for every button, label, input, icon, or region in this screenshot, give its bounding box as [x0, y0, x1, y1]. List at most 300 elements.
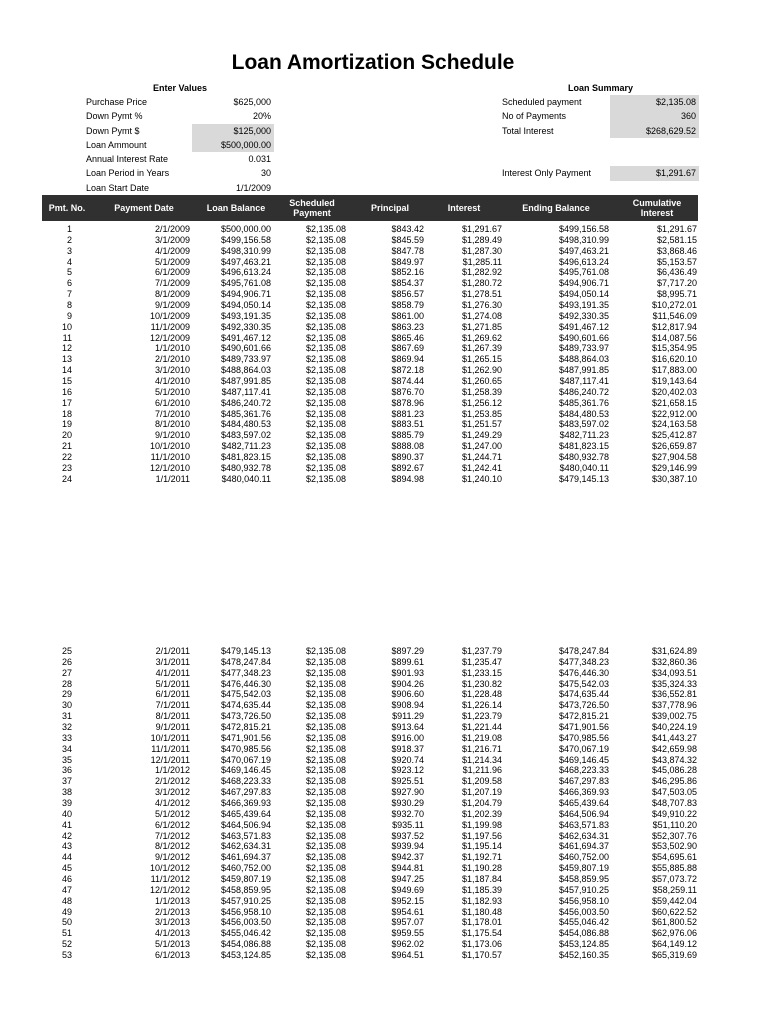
table-cell: $1,233.15 [461, 667, 502, 678]
table-cell: $49,910.22 [651, 808, 697, 819]
table-cell: $847.78 [391, 245, 424, 256]
table-cell: $43,874.32 [651, 754, 697, 765]
table-cell: $46,295.86 [651, 776, 697, 787]
table-cell: $16,620.10 [651, 354, 697, 365]
table-cell: $2,135.08 [305, 841, 346, 852]
table-cell: $2,135.08 [305, 711, 346, 722]
table-cell: $485,361.76 [220, 408, 271, 419]
table-cell: $1,209.58 [461, 776, 502, 787]
table-cell: 14 [61, 365, 72, 376]
table-row [42, 711, 698, 722]
table-cell: $493,191.35 [558, 300, 609, 311]
table-cell: $1,289.49 [461, 234, 502, 245]
table-cell: $1,271.85 [461, 321, 502, 332]
total-interest-row [502, 124, 699, 138]
table-cell: $2,135.08 [305, 678, 346, 689]
col-interest: Interest [447, 203, 481, 213]
col-payment-date: Payment Date [114, 203, 174, 213]
col-principal: Principal [370, 203, 409, 213]
table-cell: $1,247.00 [461, 441, 502, 452]
table-cell: $869.94 [391, 354, 424, 365]
table-cell: 8/1/2012 [154, 841, 190, 852]
table-cell: 30 [61, 700, 72, 711]
field-label: Loan Period in Years [86, 168, 170, 179]
table-cell: $470,067.19 [220, 754, 271, 765]
table-cell: $906.60 [391, 689, 424, 700]
table-cell: $7,717.20 [656, 278, 697, 289]
table-row [42, 398, 698, 409]
table-cell: $45,086.28 [651, 765, 697, 776]
table-cell: $2,135.08 [305, 722, 346, 733]
table-cell: $2,135.08 [305, 928, 346, 939]
table-cell: 6/1/2012 [154, 819, 190, 830]
table-cell: 11/1/2012 [150, 874, 190, 885]
table-cell: $920.74 [391, 754, 424, 765]
table-cell: $932.70 [391, 808, 424, 819]
table-cell: $2,135.08 [305, 874, 346, 885]
table-cell: $1,291.67 [656, 224, 697, 234]
table-cell: 31 [61, 711, 72, 722]
table-cell: $1,285.11 [462, 256, 502, 267]
table-cell: $1,287.30 [461, 245, 502, 256]
table-cell: 4/1/2011 [155, 667, 190, 678]
table-cell: 3/1/2010 [154, 365, 190, 376]
table-cell: $58,259.11 [652, 884, 697, 895]
table-cell: $2,135.08 [305, 234, 346, 245]
table-cell: $2,135.08 [305, 365, 346, 376]
table-cell: 3/1/2011 [155, 656, 190, 667]
table-cell: 46 [61, 874, 72, 885]
table-cell: $2,135.08 [305, 386, 346, 397]
table-row [42, 300, 698, 311]
purchase-price-value[interactable]: $625,000 [233, 97, 271, 107]
table-cell: $962.02 [391, 939, 424, 950]
field-label: Scheduled payment [502, 97, 582, 107]
table-cell: $2,135.08 [305, 808, 346, 819]
loan-amount-value: $500,000.00 [192, 138, 274, 152]
table-cell: 5/1/2012 [154, 808, 190, 819]
table-row [42, 354, 698, 365]
loan-start-date-value[interactable]: 1/1/2009 [235, 182, 271, 193]
table-cell: $1,207.19 [461, 787, 502, 798]
table-cell: $6,436.49 [656, 267, 697, 278]
table-cell: 12/1/2011 [150, 754, 190, 765]
table-cell: $61,800.52 [651, 917, 697, 928]
table-cell: $1,258.39 [461, 386, 502, 397]
table-cell: $22,912.00 [651, 408, 697, 419]
table-row [42, 733, 698, 744]
table-cell: $464,506.94 [558, 808, 609, 819]
table-cell: $849.97 [391, 256, 424, 267]
table-cell: $1,178.01 [461, 917, 502, 928]
table-cell: $471,901.56 [220, 732, 271, 743]
enter-values-heading: Enter Values [152, 83, 208, 93]
table-cell: $1,170.57 [461, 950, 502, 961]
table-row [42, 950, 698, 961]
table-cell: $843.42 [391, 224, 424, 234]
table-cell: $1,204.79 [461, 798, 502, 809]
table-cell: 10/1/2010 [149, 441, 190, 452]
table-cell: $471,901.56 [558, 722, 609, 733]
table-row [42, 798, 698, 809]
table-cell: $51,110.20 [652, 819, 697, 830]
table-cell: 50 [61, 917, 72, 928]
table-cell: 10/1/2011 [150, 732, 190, 743]
table-cell: 9 [66, 310, 72, 321]
table-cell: $2,135.08 [305, 332, 346, 343]
table-cell: $30,387.10 [651, 473, 697, 484]
table-cell: 45 [61, 863, 72, 874]
table-cell: $2,135.08 [305, 917, 346, 928]
table-cell: $2,135.08 [305, 776, 346, 787]
table-cell: $35,324.33 [651, 678, 697, 689]
down-pymt-amt-row [86, 124, 274, 138]
table-cell: $481,823.15 [220, 452, 271, 463]
table-row [42, 863, 698, 874]
table-row [42, 419, 698, 430]
table-cell: 6/1/2013 [154, 950, 190, 961]
table-cell: 5/1/2011 [155, 678, 190, 689]
table-cell: $476,446.30 [558, 667, 609, 678]
table-cell: $2,135.08 [305, 667, 346, 678]
table-cell: $452,160.35 [558, 950, 609, 961]
table-cell: $60,622.52 [651, 906, 697, 917]
table-cell: 9/1/2012 [154, 852, 190, 863]
field-label: Loan Start Date [86, 182, 150, 193]
table-cell: $2,135.08 [305, 819, 346, 830]
table-cell: $457,910.25 [558, 884, 609, 895]
table-cell: 8/1/2009 [154, 289, 190, 300]
table-cell: $491,467.12 [220, 332, 271, 343]
table-cell: $1,262.90 [461, 365, 502, 376]
table-cell: $456,003.50 [558, 906, 609, 917]
table-cell: $2,135.08 [305, 863, 346, 874]
interest-rate-value[interactable]: 0.031 [248, 154, 271, 165]
table-cell: $454,086.88 [220, 939, 271, 950]
table-cell: $1,242.41 [461, 462, 502, 473]
table-cell: $2,135.08 [305, 656, 346, 667]
table-cell: $480,040.11 [559, 462, 609, 473]
table-cell: $1,278.51 [461, 289, 502, 300]
table-cell: 8/1/2011 [155, 711, 190, 722]
schedule-rows-section-1 [42, 224, 698, 485]
table-cell: $14,087.56 [651, 332, 697, 343]
table-row [42, 787, 698, 798]
table-cell: $480,932.78 [220, 462, 271, 473]
table-cell: 6 [66, 278, 72, 289]
table-cell: $949.69 [391, 884, 424, 895]
table-cell: $925.51 [391, 776, 424, 787]
table-cell: $897.29 [391, 646, 424, 656]
table-row [42, 939, 698, 950]
table-cell: $894.98 [391, 473, 424, 484]
table-cell: $845.59 [391, 234, 424, 245]
table-row [42, 452, 698, 463]
table-cell: $456,003.50 [220, 917, 271, 928]
table-cell: $888.08 [391, 441, 424, 452]
table-row [42, 776, 698, 787]
table-row [42, 474, 698, 485]
table-cell: $473,726.50 [558, 700, 609, 711]
table-cell: $492,330.35 [220, 321, 271, 332]
table-cell: 8/1/2010 [154, 419, 190, 430]
table-cell: $52,307.76 [651, 830, 697, 841]
interest-only-payment-value: $1,291.67 [610, 166, 699, 180]
table-cell: 10/1/2009 [149, 310, 190, 321]
table-cell: 12/1/2010 [149, 462, 190, 473]
table-cell: $858.79 [391, 300, 424, 311]
table-cell: $48,707.83 [651, 798, 697, 809]
table-cell: $458,859.95 [558, 874, 609, 885]
table-cell: $957.07 [391, 917, 424, 928]
table-cell: 35 [61, 754, 72, 765]
table-cell: $1,219.08 [461, 732, 502, 743]
table-cell: $2,135.08 [305, 441, 346, 452]
table-cell: $475,542.03 [558, 678, 609, 689]
table-cell: $2,135.08 [305, 473, 346, 484]
table-cell: $1,180.48 [461, 906, 502, 917]
table-row [42, 679, 698, 690]
col-scheduled-payment: Scheduled Payment [289, 198, 335, 218]
table-cell: 10 [61, 321, 72, 332]
table-cell: $954.61 [391, 906, 424, 917]
table-cell: $39,002.75 [651, 711, 697, 722]
table-cell: 7 [66, 289, 72, 300]
table-cell: $2,135.08 [305, 278, 346, 289]
table-cell: $469,146.45 [220, 765, 271, 776]
table-cell: $472,815.21 [220, 722, 271, 733]
table-cell: $2,135.08 [305, 397, 346, 408]
table-cell: $2,135.08 [305, 289, 346, 300]
table-cell: 53 [61, 950, 72, 961]
table-cell: $1,274.08 [461, 310, 502, 321]
table-cell: $460,752.00 [220, 863, 271, 874]
table-cell: $1,244.71 [461, 452, 502, 463]
table-cell: $2,135.08 [305, 376, 346, 387]
table-cell: $2,135.08 [305, 689, 346, 700]
table-cell: $468,223.33 [558, 765, 609, 776]
table-cell: $1,251.57 [461, 419, 502, 430]
table-cell: $892.67 [391, 462, 424, 473]
table-row [42, 896, 698, 907]
table-cell: 2/1/2011 [155, 646, 190, 656]
table-cell: $458,859.95 [220, 884, 271, 895]
table-cell: $466,369.93 [558, 787, 609, 798]
table-cell: $466,369.93 [220, 798, 271, 809]
table-cell: 48 [61, 895, 72, 906]
table-cell: $477,348.23 [558, 656, 609, 667]
table-cell: 2/1/2009 [154, 224, 190, 234]
table-cell: $480,040.11 [221, 473, 271, 484]
table-cell: $861.00 [391, 310, 424, 321]
table-cell: $490,601.66 [220, 343, 271, 354]
table-cell: $1,214.34 [461, 754, 502, 765]
table-cell: $927.90 [391, 787, 424, 798]
table-cell: $1,216.71 [461, 743, 502, 754]
table-cell: 5/1/2009 [154, 256, 190, 267]
table-cell: 3 [66, 245, 72, 256]
table-cell: 11/1/2009 [150, 321, 190, 332]
table-row [42, 657, 698, 668]
table-cell: $2,135.08 [305, 452, 346, 463]
schedule-rows-section-2 [42, 646, 698, 961]
table-row [42, 907, 698, 918]
table-cell: $3,868.46 [656, 245, 697, 256]
table-cell: $499,156.58 [558, 224, 609, 234]
table-cell: 44 [61, 852, 72, 863]
table-row [42, 744, 698, 755]
table-cell: $59,442.04 [651, 895, 697, 906]
table-cell: $2,135.08 [305, 743, 346, 754]
no-of-payments-value: 360 [610, 109, 699, 123]
spacer [502, 152, 699, 166]
table-cell: $1,197.56 [461, 830, 502, 841]
down-pymt-pct-row [86, 109, 274, 123]
table-cell: 22 [61, 452, 72, 463]
table-row [42, 343, 698, 354]
table-cell: $1,173.06 [461, 939, 502, 950]
table-cell: $36,552.81 [651, 689, 697, 700]
table-cell: $462,634.31 [558, 830, 609, 841]
table-cell: $456,958.10 [220, 906, 271, 917]
table-row [42, 224, 698, 235]
table-cell: $1,280.72 [461, 278, 502, 289]
table-cell: 2/1/2013 [154, 906, 190, 917]
table-cell: $865.46 [391, 332, 424, 343]
table-cell: 12/1/2009 [149, 332, 190, 343]
table-row [42, 322, 698, 333]
table-cell: $1,185.39 [461, 884, 502, 895]
table-row [42, 668, 698, 679]
loan-period-value[interactable]: 30 [260, 168, 271, 179]
table-cell: $852.16 [391, 267, 424, 278]
table-cell: 28 [61, 678, 72, 689]
table-cell: $485,361.76 [558, 397, 609, 408]
table-cell: $489,733.97 [220, 354, 271, 365]
table-cell: 26 [61, 656, 72, 667]
table-cell: $1,249.29 [461, 430, 502, 441]
table-cell: $2,135.08 [305, 700, 346, 711]
table-cell: $863.23 [391, 321, 424, 332]
table-cell: $495,761.08 [220, 278, 271, 289]
table-cell: 4/1/2010 [154, 376, 190, 387]
table-cell: $456,958.10 [558, 895, 609, 906]
table-cell: 49 [61, 906, 72, 917]
table-row [42, 700, 698, 711]
table-cell: $455,046.42 [220, 928, 271, 939]
scheduled-payment-row [502, 95, 699, 109]
table-cell: $486,240.72 [220, 397, 271, 408]
table-row [42, 885, 698, 896]
table-cell: $19,143.64 [651, 376, 697, 387]
table-cell: $25,412.87 [651, 430, 697, 441]
table-cell: $2,135.08 [305, 256, 346, 267]
table-cell: $11,546.09 [652, 310, 697, 321]
table-cell: $2,135.08 [305, 798, 346, 809]
table-cell: 1/1/2011 [155, 473, 190, 484]
table-cell: $1,192.71 [461, 852, 502, 863]
col-pmt-no: Pmt. No. [48, 203, 86, 213]
table-cell: $479,145.13 [220, 646, 271, 656]
down-pymt-pct-value[interactable]: 20% [252, 111, 271, 122]
table-cell: $65,319.69 [651, 950, 697, 961]
table-cell: 25 [61, 646, 72, 656]
table-cell: $62,976.06 [651, 928, 697, 939]
table-cell: 9/1/2010 [154, 430, 190, 441]
interest-only-payment-row [502, 166, 699, 180]
table-cell: 34 [61, 743, 72, 754]
table-cell: 15 [61, 376, 72, 387]
table-cell: $1,256.12 [461, 397, 502, 408]
table-cell: $467,297.83 [220, 787, 271, 798]
table-cell: 4/1/2013 [154, 928, 190, 939]
table-cell: $904.26 [391, 678, 424, 689]
table-cell: $930.29 [391, 798, 424, 809]
table-cell: $2,135.08 [305, 267, 346, 278]
table-cell: 5 [66, 267, 72, 278]
table-cell: $476,446.30 [220, 678, 271, 689]
table-cell: 37 [61, 776, 72, 787]
table-row [42, 289, 698, 300]
field-label: Down Pymt % [86, 111, 143, 122]
total-interest-value: $268,629.52 [610, 124, 699, 138]
table-cell: $1,291.67 [461, 224, 502, 234]
table-cell: $498,310.99 [220, 245, 271, 256]
table-cell: $494,050.14 [558, 289, 609, 300]
table-cell: $1,199.98 [461, 819, 502, 830]
down-pymt-amt-value: $125,000 [192, 124, 274, 138]
table-cell: 24 [61, 473, 72, 484]
table-cell: $939.94 [391, 841, 424, 852]
table-row [42, 430, 698, 441]
table-cell: $2,135.08 [305, 765, 346, 776]
table-cell: $42,659.98 [651, 743, 697, 754]
table-cell: 7/1/2009 [154, 278, 190, 289]
table-cell: $500,000.00 [220, 224, 271, 234]
table-cell: $454,086.88 [558, 928, 609, 939]
field-label: Down Pymt $ [86, 125, 140, 136]
table-cell: $872.18 [391, 365, 424, 376]
table-cell: $2,135.08 [305, 646, 346, 656]
table-cell: $37,778.96 [651, 700, 697, 711]
table-cell: 36 [61, 765, 72, 776]
table-cell: 29 [61, 689, 72, 700]
table-cell: $460,752.00 [558, 852, 609, 863]
enter-values-panel [86, 82, 274, 195]
table-row [42, 755, 698, 766]
table-cell: $467,297.83 [558, 776, 609, 787]
table-cell: $2,135.08 [305, 906, 346, 917]
loan-summary-panel [502, 82, 699, 181]
table-cell: $2,135.08 [305, 408, 346, 419]
table-cell: $1,265.15 [461, 354, 502, 365]
table-cell: $2,135.08 [305, 321, 346, 332]
field-label: Purchase Price [86, 97, 148, 107]
table-cell: $492,330.35 [558, 310, 609, 321]
table-row [42, 246, 698, 257]
table-cell: 7/1/2012 [154, 830, 190, 841]
table-cell: $911.29 [392, 711, 424, 722]
table-cell: $480,932.78 [558, 452, 609, 463]
table-cell: $1,195.14 [461, 841, 502, 852]
table-cell: $942.37 [391, 852, 424, 863]
table-cell: 21 [61, 441, 72, 452]
table-row [42, 441, 698, 452]
table-cell: 1/1/2013 [154, 895, 190, 906]
table-cell: $481,823.15 [558, 441, 609, 452]
table-cell: 1/1/2010 [154, 343, 190, 354]
table-row [42, 928, 698, 939]
